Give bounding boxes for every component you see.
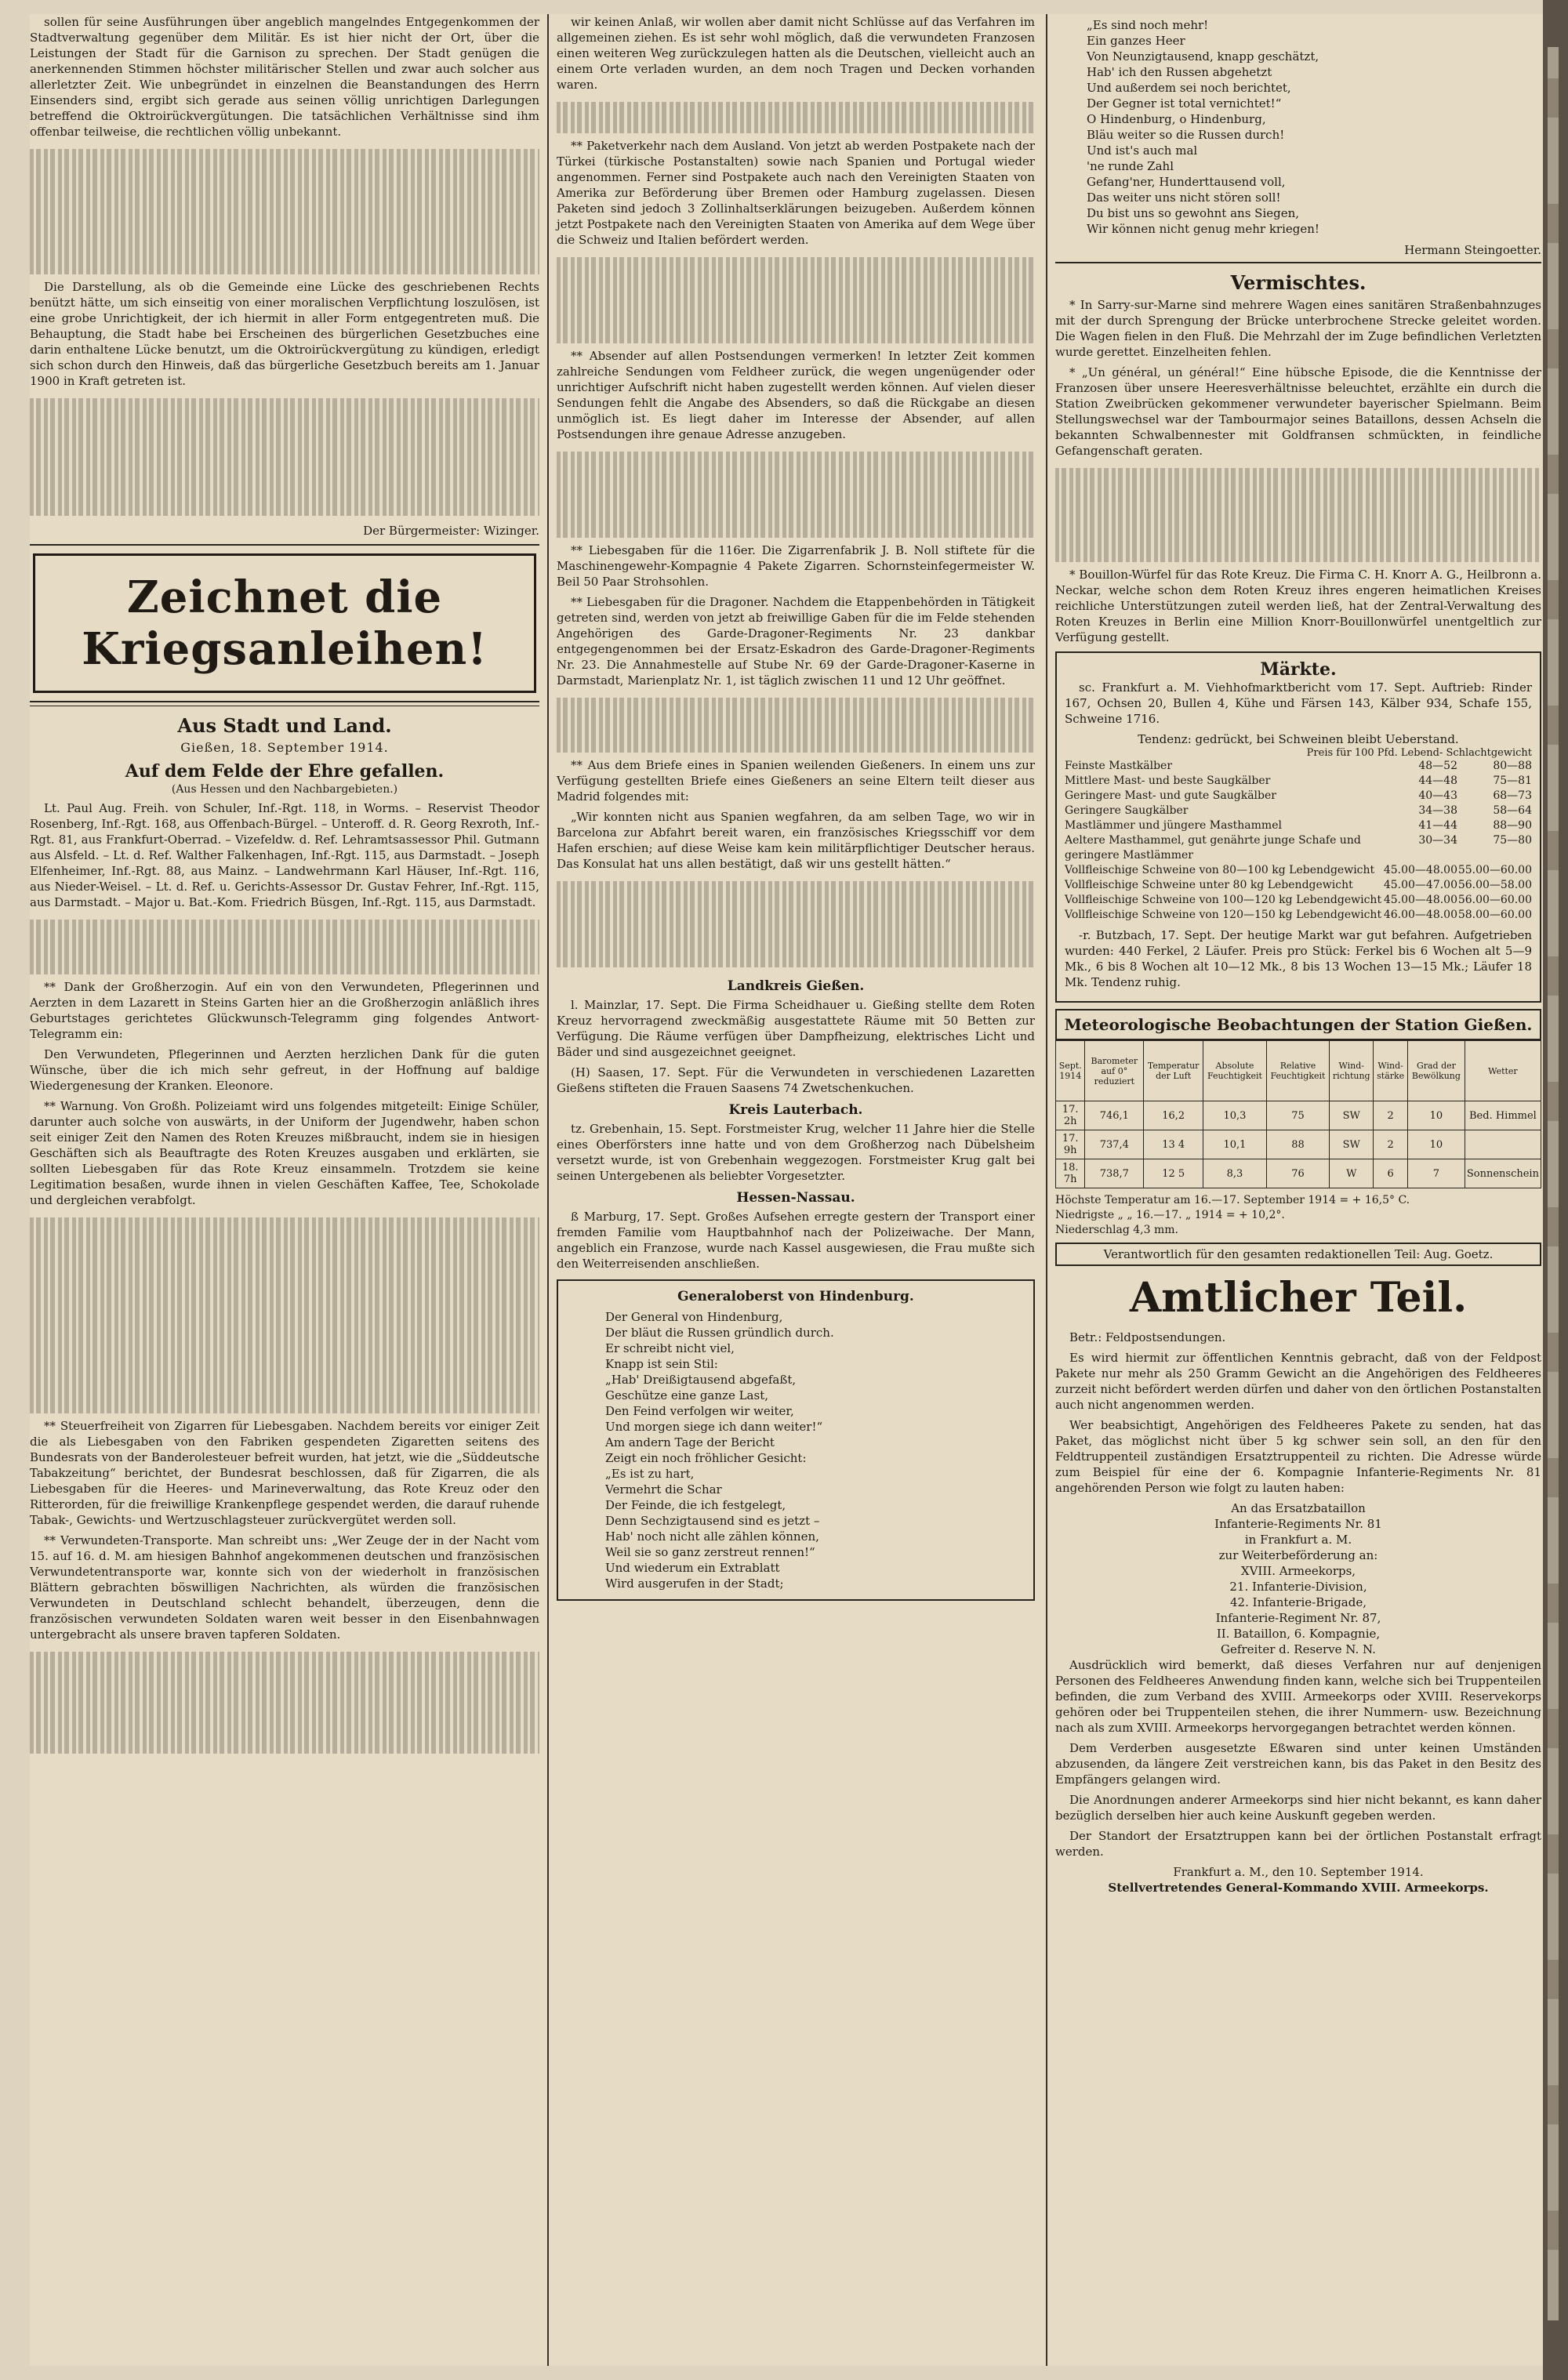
meteo-header: Absolute Feuchtigkeit [1203,1041,1267,1101]
market-row [1065,789,1532,804]
poem-lines [574,1309,1018,1591]
meteo-header: Wind-stärke [1374,1041,1408,1101]
article-paragraph: ** Liebesgaben für die 116er. Die Zigarrenfabrik J. B. Noll stiftete für die Maschinengewehr-Kompagnie 4 Pakete Zigarren. Schornsteinfegermeister W. Beil 50 Paar Strohsohlen. [557,543,1035,589]
slaughter-weight-price: 58.00—60.00 [1457,909,1532,921]
poem-author: Hermann Steingoetter. [1404,243,1541,257]
meteo-cell: W [1330,1159,1374,1188]
poem-line: Bläu weiter so die Russen durch! [1087,128,1285,142]
meteo-cell: 10 [1407,1130,1465,1159]
signature: Der Bürgermeister: Wizinger. [363,524,539,538]
article-paragraph: ** Aus dem Briefe eines in Spanien weilenden Gießeners. In einem uns zur Verfügung gestellten Briefe eines Gießeners an seine Eltern teilt dieser aus Madrid folgendes mit: [557,758,1035,804]
market-tendency: Tendenz: gedrückt, bei Schweinen bleibt Ueberstand. [1138,732,1459,746]
article-paragraph: tz. Grebenhain, 15. Sept. Forstmeister Krug, welcher 11 Jahre hier die Stelle eines Oberförsters inne hatte und von dem Großherzog nach Dübelsheim versetzt wurde, ist von Grebenhain weggezogen. Forstmeister Krug galt bei seinen Untergebenen als beliebter Vorgesetzter. [557,1122,1035,1183]
address-line: Gefreiter d. Reserve N. N. [1221,1642,1376,1656]
newspaper-page [30,14,1543,2366]
official-section-title: Amtlicher Teil. [1129,1274,1468,1322]
meteo-cell: 17. 2h [1056,1101,1085,1130]
poem-line: Gefang'ner, Hunderttausend voll, [1087,175,1286,189]
meteo-cell: 75 [1266,1101,1329,1130]
meteo-header: Sept. 1914 [1056,1041,1085,1101]
official-date: Frankfurt a. M., den 10. September 1914. [1173,1865,1424,1879]
poem-line: Von Neunzigtausend, knapp geschätzt, [1087,49,1319,63]
address-line: An das Ersatzbataillon [1231,1501,1366,1515]
meteo-cell: 746,1 [1085,1101,1144,1130]
meteo-cell: Bed. Himmel [1465,1101,1541,1130]
article-paragraph: Wer beabsichtigt, Angehörigen des Feldheeres Pakete zu senden, hat das Paket, das möglichst nicht über 5 kg schwer sein soll, an den für den Feldtruppenteil zuständigen Ersatztruppenteil zu richten. Die Adresse würde zum Beispiel für eine der 6. Kompagnie Infanterie-Regiments Nr. 81 angehörenden Person wie folgt zu lauten haben: [1055,1418,1541,1495]
article-paragraph: * Bouillon-Würfel für das Rote Kreuz. Die Firma C. H. Knorr A. G., Heilbronn a. Neckar, welche schon dem Roten Kreuz ihres engeren heimatlichen Kreises reichliche Unterstützungen zuteil werden ließ, hat der Zentral-Verwaltung des Roten Kreuzes in Berlin eine Million Knorr-Bouillonwürfel unentgeltlich zur Verfügung gestellt. [1055,568,1541,644]
column-rule [1046,14,1047,2366]
meteo-row [1056,1101,1541,1130]
meteo-header: Wetter [1465,1041,1541,1101]
meteo-cell: SW [1330,1130,1374,1159]
poem-line: Und wiederum ein Extrablatt [605,1561,780,1575]
live-weight-price: 34—38 [1418,804,1457,817]
meteo-header: Wind-richtung [1330,1041,1374,1101]
meteo-cell: 13 4 [1144,1130,1203,1159]
text-block [557,252,1035,348]
live-weight-price: 45.00—48.00 [1383,864,1457,876]
meteo-cell: 17. 9h [1056,1130,1085,1159]
column-rule [547,14,549,2366]
poem-line: Geschütze eine ganze Last, [605,1388,768,1402]
page-edge-strip [1548,47,1559,2320]
market-row [1065,908,1532,923]
poem-box [557,1279,1035,1601]
live-weight-price: 46.00—48.00 [1383,909,1457,921]
meteo-cell: 10,3 [1203,1101,1267,1130]
text-block [1055,463,1541,567]
landkreis-title: Landkreis Gießen. [727,978,865,994]
text-block [30,1213,539,1418]
column-3 [1055,14,1541,1896]
column-1 [30,14,539,1758]
market-item: Geringere Mast- und gute Saugkälber [1065,789,1276,802]
market-item: Geringere Saugkälber [1065,804,1189,817]
meteo-cell: 2 [1374,1130,1408,1159]
article-paragraph: * In Sarry-sur-Marne sind mehrere Wagen eines sanitären Straßenbahnzuges mit der durch Sprengung der Brücke unterbrochene Strecke geleitet worden. Die Wagen fielen in den Fluß. Die Mehrzahl der im Zuge befindlichen Verletzten wurde gerettet. Einzelheiten fehlen. [1055,298,1541,359]
meteo-footer [1055,1193,1541,1238]
text-block [30,1647,539,1758]
market-row [1065,863,1532,878]
article-paragraph: Dem Verderben ausgesetzte Eßwaren sind unter keinen Umständen abzusenden, da längere Zeit verstreichen kann, bis das Paket in den Besitz des Empfängers gelangen wird. [1055,1741,1541,1787]
meteo-cell: 18. 7h [1056,1159,1085,1188]
article-paragraph: ** Dank der Großherzogin. Auf ein von den Verwundeten, Pflegerinnen und Aerzten in dem Lazarett in Steins Garten hier an die Großherzogin anläßlich ihres Geburtstages gerichtetes Glückwunsch-Telegramm ging folgendes Antwort-Telegramm ein: [30,980,539,1041]
poem-line: Du bist uns so gewohnt ans Siegen, [1087,206,1300,220]
article-paragraph: (H) Saasen, 17. Sept. Für die Verwundeten in verschiedenen Lazaretten Gießens stifteten die Frauen Saasens 74 Zwetschenkuchen. [557,1065,1035,1095]
poem-line: Denn Sechzigtausend sind es jetzt – [605,1514,820,1528]
address-line: Infanterie-Regiments Nr. 81 [1214,1517,1382,1531]
meteo-header: Barometer auf 0° reduziert [1085,1041,1144,1101]
poem-line: Der Gegner ist total vernichtet!“ [1087,96,1282,111]
meteo-cell: 16,2 [1144,1101,1203,1130]
poem-line: Wir können nicht genug mehr kriegen! [1087,222,1319,236]
poem-line: Und morgen siege ich dann weiter!“ [605,1420,823,1434]
meteo-cell: SW [1330,1101,1374,1130]
meteo-header: Grad der Bewölkung [1407,1041,1465,1101]
column-2 [557,14,1035,1609]
market-row [1065,878,1532,893]
poem-line: Er schreibt nicht viel, [605,1341,735,1355]
meteo-title: Meteorologische Beobachtungen der Station Gießen. [1055,1009,1541,1040]
fallen-list: Lt. Paul Aug. Freih. von Schuler, Inf.-Rgt. 118, in Worms. – Reservist Theodor Rosenberg, Inf.-Rgt. 168, aus Offenbach-Bürgel. – Unteroff. d. R. Georg Rexroth, Inf.-Rgt. 81, aus Frankfurt-Oberrad. – Vizefeldw. d. Ref. Lehramtsassessor Phil. Gutmann aus Alsfeld. – Lt. d. Ref. Walther Falkenhagen, Inf.-Rgt. 115, aus Darmstadt. – Joseph Elfenheimer, Inf.-Rgt. 88, aus Mainz. – Landwehrmann Karl Häuser, Inf.-Rgt. 116, aus Nieder-Weisel. – Lt. d. Ref. u. Gerichts-Assessor Dr. Gustav Fehrer, Inf.-Rgt. 115, aus Darmstadt. – Major u. Bat.-Kom. Friedrich Büsgen, Inf.-Rgt. 115, aus Darmstadt. [30,801,539,909]
text-block [557,447,1035,542]
article-paragraph: Den Verwundeten, Pflegerinnen und Aerzten herzlichen Dank für die guten Wünsche, über die ich mich sehr gefreut, in der Hoffnung auf baldige Wiedergenesung der Kranken. Eleonore. [30,1047,539,1093]
market-item: Vollfleischige Schweine von 120—150 kg Lebendgewicht [1065,909,1382,921]
article-paragraph: ß Marburg, 17. Sept. Großes Aufsehen erregte gestern der Transport einer fremden Familie vom Hauptbahnhof nach der Polizeiwache. Der Mann, angeblich ein Franzose, wurde nach Kassel ausgewiesen, die Frau mußte sich den Weiterreisenden anschließen. [557,1210,1035,1271]
market-row [1065,833,1532,863]
article-paragraph: Die Anordnungen anderer Armeekorps sind hier nicht bekannt, es kann daher bezüglich derselben hier auch keine Auskunft gegeben werden. [1055,1793,1541,1823]
slaughter-weight-price: 55.00—60.00 [1457,864,1532,876]
poem-line: Den Feind verfolgen wir weiter, [605,1404,794,1418]
live-weight-price: 45.00—48.00 [1383,894,1457,906]
article-paragraph: ** Warnung. Von Großh. Polizeiamt wird uns folgendes mitgeteilt: Einige Schüler, darunter auch solche von auswärts, in der Uniform der Jugendwehr, haben schon seit einiger Zeit den Namen des Roten Kreuzes mißbraucht, indem sie in hiesigen Geschäften sich als Beauftragte des Roten Kreuzes ausgaben und erklärten, sie sollten Liebesgaben für das Rote Kreuz einsammeln. Trotzdem sie keine Legitimation besaßen, wurde ihnen in vielen Geschäften Kaffee, Tee, Schokolade und dergleichen verabfolgt. [30,1099,539,1207]
article-paragraph: ** Steuerfreiheit von Zigarren für Liebesgaben. Nachdem bereits vor einiger Zeit die als Liebesgaben von den Fabriken gespendeten Zigaretten seitens des Bundesrats von der Banderolesteuer befreit wurden, hat jetzt, wie die „Süddeutsche Tabakzeitung“ berichtet, der Bundesrat beschlossen, daß für Zigarren, die als Liebesgaben für die Heeres- und Marineverwaltung, das Rote Kreuz oder den Ritterorden, für die freiwillige Krankenpflege gespendet werden, die darauf ruhende Tabak-, Gewichts- und Wertzuschlagsteuer zurückvergütet werden soll. [30,1419,539,1527]
kreis-title: Kreis Lauterbach. [728,1102,863,1118]
official-signature: Stellvertretendes General-Kommando XVIII. Armeekorps. [1108,1881,1489,1895]
meteo-row [1056,1130,1541,1159]
poem-line: Knapp ist sein Stil: [605,1357,718,1371]
market-intro: sc. Frankfurt a. M. Viehhofmarktbericht vom 17. Sept. Auftrieb: Rinder 167, Ochsen 20, Bullen 4, Kühe und Färsen 143, Kälber 934, Schafe 155, Schweine 1716. [1065,680,1532,726]
article-paragraph: l. Mainzlar, 17. Sept. Die Firma Scheidhauer u. Gießing stellte dem Roten Kreuz hervorragend zweckmäßig ausgestattete Räume mit 50 Betten zur Verfügung. Die Räume verfügen über Dampfheizung, elektrisches Licht und Bäder und sind ausgezeichnet geeignet. [557,998,1035,1059]
text-block [30,394,539,521]
market-item: Vollfleischige Schweine von 80—100 kg Lebendgewicht [1065,864,1375,876]
address-line: 21. Infanterie-Division, [1229,1580,1367,1594]
adjacent-page-edge [1543,0,1568,2380]
market-item: Mastlämmer und jüngere Masthammel [1065,819,1282,832]
slaughter-weight-price: 58—64 [1493,804,1532,817]
text-block [557,97,1035,138]
min-temp: Niedrigste „ „ 16.—17. „ 1914 = + 10,2°. [1055,1209,1285,1221]
live-weight-price: 40—43 [1418,789,1457,802]
market-item: Mittlere Mast- und beste Saugkälber [1065,775,1271,787]
meteo-cell: 737,4 [1085,1130,1144,1159]
market-row [1065,774,1532,789]
live-weight-price: 44—48 [1418,775,1457,787]
meteo-cell: 88 [1266,1130,1329,1159]
live-weight-price: 48—52 [1418,760,1457,772]
market-item: Vollfleischige Schweine von 100—120 kg Lebendgewicht [1065,894,1382,906]
poem-line: Am andern Tage der Bericht [605,1435,775,1449]
dateline: Gießen, 18. September 1914. [180,740,389,755]
slaughter-weight-price: 56.00—58.00 [1457,879,1532,891]
divider [30,544,539,546]
subsection-note: (Aus Hessen und den Nachbargebieten.) [171,783,398,796]
article-paragraph: ** Paketverkehr nach dem Ausland. Von jetzt ab werden Postpakete nach der Türkei (türkische Postanstalten) sowie nach Spanien und Portugal wieder angenommen. Ferner sind Postpakete auch nach den Vereinigten Staaten von Amerika zur Beförderung über Bremen oder Hamburg zugelassen. Diesen Paketen sind jedoch 3 Zollinhaltserklärungen beizugeben. Außerdem können jetzt Postpakete nach den Vereinigten Staaten von Amerika auf dem Wege über die Schweiz und Italien befördert werden. [557,139,1035,247]
address-line: zur Weiterbeförderung an: [1218,1548,1378,1562]
poem-line: Das weiter uns nicht stören soll! [1087,190,1281,205]
market-item: Feinste Mastkälber [1065,760,1173,772]
poem-line: Hab' ich den Russen abgehetzt [1087,65,1272,79]
divider [30,701,539,706]
poem-line: O Hindenburg, o Hindenburg, [1087,112,1266,126]
article-paragraph: „Wir konnten nicht aus Spanien wegfahren, da am selben Tage, wo wir in Barcelona zur Abfahrt bereit waren, ein französisches Kriegsschiff vor dem Hafen erschien; auf diese Weise kam kein militärpflichtiger Deutscher heraus. Das Konsulat hat uns allen bestätigt, daß wir uns gestellt hätten.“ [557,810,1035,871]
meteo-cell: Sonnenschein [1465,1159,1541,1188]
article-paragraph: Es wird hiermit zur öffentlichen Kenntnis gebracht, daß von der Feldpost Pakete nur mehr als 250 Gramm Gewicht an die Angehörigen des Feldheeres zurzeit nicht befördert werden dürfen und daher von den örtlichen Postanstalten auch nicht angenommen werden. [1055,1351,1541,1412]
poem-line: „Es ist zu hart, [605,1467,695,1481]
market-item: Aeltere Masthammel, gut genährte junge Schafe und geringere Mastlämmer [1065,834,1361,862]
meteo-cell: 76 [1266,1159,1329,1188]
market-table [1065,759,1532,923]
market-row [1065,759,1532,774]
poem-line: Der bläut die Russen gründlich durch. [605,1326,834,1340]
poem-line: Weil sie so ganz zerstreut rennen!“ [605,1545,815,1559]
poem-line: Zeigt ein noch fröhlicher Gesicht: [605,1451,807,1465]
meteo-cell: 10,1 [1203,1130,1267,1159]
slaughter-weight-price: 68—73 [1493,789,1532,802]
market-row [1065,893,1532,908]
meteo-table [1055,1040,1541,1188]
vermischtes-title: Vermischtes. [1230,271,1367,294]
poem-line: Und außerdem sei noch berichtet, [1087,81,1291,95]
address-line: XVIII. Armeekorps, [1240,1564,1356,1578]
poem-line: Wird ausgerufen in der Stadt; [605,1576,784,1591]
war-loan-banner: Zeichnet die Kriegsanleihen! [33,553,536,693]
article-paragraph: sollen für seine Ausführungen über angeblich mangelndes Entgegenkommen der Stadtverwaltung gegenüber dem Militär. Es ist hier nicht der Ort, über die Leistungen der Stadt für die Garnison zu sprechen. Der Stadt genügen die anerkennenden Stimmen höchster militärischer Stellen und zwar auch solcher aus allerletzter Zeit. Wie unbegründet in einzelnen die Beanstandungen des Herrn Einsenders sind, ergibt sich gerade aus seinen völlig unrichtigen Darlegungen betreffend die Oktroirückvergütungen. Die tatsächlichen Verhältnisse sind ihm offenbar teilweise, die rechtlichen völlig unbekannt. [30,15,539,139]
meteo-cell: 12 5 [1144,1159,1203,1188]
meteo-cell [1465,1130,1541,1159]
butzbach-report: -r. Butzbach, 17. Sept. Der heutige Markt war gut befahren. Aufgetrieben wurden: 440 Ferkel, 2 Läufer. Preis pro Stück: Ferkel bis 6 Wochen alt 5—9 Mk., 6 bis 8 Wochen alt 10—12 Mk., 8 bis 13 Wochen 13—15 Mk.; Läufer 18 Mk. Tendenz ruhig. [1065,928,1532,989]
market-title: Märkte. [1260,659,1337,680]
poem-continuation [1055,17,1541,237]
live-weight-price: 45.00—47.00 [1383,879,1457,891]
poem-line: „Es sind noch mehr! [1087,18,1209,32]
text-block [557,693,1035,757]
slaughter-weight-price: 80—88 [1493,760,1532,772]
subsection-title: Auf dem Felde der Ehre gefallen. [125,761,445,782]
address-line: II. Bataillon, 6. Kompagnie, [1216,1627,1381,1641]
poem-line: Der Feinde, die ich festgelegt, [605,1498,786,1512]
article-paragraph: Ausdrücklich wird bemerkt, daß dieses Verfahren nur auf denjenigen Personen des Feldheeres Anwendung finden kann, welche sich bei Truppenteilen befinden, die zum Verband des XVIII. Armeekorps oder XVIII. Reservekorps gehören oder bei Truppenteilen stehen, die ihrer Nummern- usw. Bezeichnung nach als zum XVIII. Armeekorps hervorgegangen betrachtet werden können. [1055,1658,1541,1735]
article-paragraph: wir keinen Anlaß, wir wollen aber damit nicht Schlüsse auf das Verfahren im allgemeinen ziehen. Es ist sehr wohl möglich, daß die verwundeten Franzosen einen weiteren Weg zurückzulegen hatten als die Deutschen, vielleicht auch an einem Orte verladen wurden, an dem noch Tragen und Decken vorhanden waren. [557,15,1035,92]
poem-title: Generaloberst von Hindenburg. [677,1289,914,1304]
meteo-row [1056,1159,1541,1188]
poem-line: 'ne runde Zahl [1087,159,1174,173]
article-paragraph: Betr.: Feldpostsendungen. [1069,1330,1226,1344]
live-weight-price: 41—44 [1418,819,1457,832]
meteo-cell: 7 [1407,1159,1465,1188]
article-paragraph: ** Liebesgaben für die Dragoner. Nachdem die Etappenbehörden in Tätigkeit getreten sind, werden von jetzt ab freiwillige Gaben für die im Felde stehenden Angehörigen des Garde-Dragoner-Regiments Nr. 23 dankbar entgegengenommen bei der Ersatz-Eskadron des Garde-Dragoner-Regiments Nr. 23. Die Annahmestelle auf Stube Nr. 69 der Garde-Dragoner-Kaserne in Darmstadt, Marienplatz Nr. 1, ist täglich zwischen 11 und 12 Uhr geöffnet. [557,595,1035,688]
market-header: Preis für 100 Pfd. Lebend- Schlachtgewicht [1306,747,1532,759]
slaughter-weight-price: 75—80 [1493,834,1532,847]
meteo-cell: 6 [1374,1159,1408,1188]
slaughter-weight-price: 56.00—60.00 [1457,894,1532,906]
poem-line: Und ist's auch mal [1087,143,1198,158]
rainfall: Niederschlag 4,3 mm. [1055,1224,1178,1236]
article-paragraph: * „Un général, un général!“ Eine hübsche Episode, die die Kenntnisse der Franzosen über unsere Heeresverhältnisse beleuchtet, erzählte ein durch die Station Zweibrücken gekommener verwundeter bayerischer Spielmann. Beim Stellungswechsel war der Tambourmajor seines Bataillons, dessen Achseln die bekannten Schwalbennester mit Goldfransen schmückten, in feindliche Gefangenschaft geraten. [1055,365,1541,458]
slaughter-weight-price: 88—90 [1493,819,1532,832]
meteo-cell: 738,7 [1085,1159,1144,1188]
live-weight-price: 30—34 [1418,834,1457,847]
divider [1055,262,1541,263]
region-title: Hessen-Nassau. [736,1190,855,1206]
address-line: in Frankfurt a. M. [1244,1533,1352,1547]
responsible-editor: Verantwortlich für den gesamten redaktionellen Teil: Aug. Goetz. [1055,1243,1541,1266]
poem-line: „Hab' Dreißigtausend abgefaßt, [605,1373,797,1387]
article-paragraph: ** Absender auf allen Postsendungen vermerken! In letzter Zeit kommen zahlreiche Sendungen vom Feldheer zurück, die wegen ungenügender oder unrichtiger Aufschrift nicht haben zugestellt werden können. Auf vielen dieser Sendungen fehlt die Angabe des Absenders, so daß die Rückgabe an diesen unmöglich ist. Es liegt daher im Interesse der Absender, auf allen Postsendungen ihre genaue Adresse anzugeben. [557,349,1035,441]
meteo-cell: 8,3 [1203,1159,1267,1188]
market-report [1055,651,1541,1003]
article-paragraph: Die Darstellung, als ob die Gemeinde eine Lücke des geschriebenen Rechts benützt hätte, um sich einseitig von einer moralischen Verpflichtung loszulösen, ist eine grobe Unrichtigkeit, der ich hiermit in aller Form entgegentreten muß. Die Behauptung, die Stadt habe bei Erscheinen des bürgerlichen Gesetzbuches eine darin enthaltene Lücke benutzt, um die Oktroirückvergütung zu kündigen, erledigt sich schon durch den Hinweis, daß das bürgerliche Gesetzbuch bereits am 1. Januar 1900 in Kraft getreten ist. [30,280,539,388]
section-title: Aus Stadt und Land. [177,714,392,737]
article-paragraph: Der Standort der Ersatztruppen kann bei der örtlichen Postanstalt erfragt werden. [1055,1829,1541,1859]
poem-line: Ein ganzes Heer [1087,34,1185,48]
poem-line: Vermehrt die Schar [605,1482,722,1497]
market-row [1065,804,1532,818]
max-temp: Höchste Temperatur am 16.—17. September 1914 = + 16,5° C. [1055,1194,1410,1206]
address-line: 42. Infanterie-Brigade, [1230,1595,1367,1609]
poem-line: Hab' noch nicht alle zählen können, [605,1529,819,1544]
address-line: Infanterie-Regiment Nr. 87, [1215,1611,1381,1625]
address-block [1055,1500,1541,1657]
poem-line: Der General von Hindenburg, [605,1310,783,1324]
market-row [1065,818,1532,833]
text-block [557,876,1035,972]
slaughter-weight-price: 75—81 [1493,775,1532,787]
text-block [30,915,539,979]
meteo-header: Relative Feuchtigkeit [1266,1041,1329,1101]
market-item: Vollfleischige Schweine unter 80 kg Lebendgewicht [1065,879,1353,891]
text-block [30,144,539,279]
meteo-cell: 10 [1407,1101,1465,1130]
article-paragraph: ** Verwundeten-Transporte. Man schreibt uns: „Wer Zeuge der in der Nacht vom 15. auf 16. d. M. am hiesigen Bahnhof angekommenen deutschen und französischen Verwundetentransporte war, konnte sich von der wiederholt in französischen Blättern gebrachten böswilligen Nachrichten, als würden die französischen Verwundeten in Deutschland schlecht behandelt, überzeugen, denn die französischen verwundeten Soldaten waren weit besser in den Eisenbahnwagen untergebracht als unsere braven tapferen Soldaten. [30,1533,539,1642]
meteo-header: Temperatur der Luft [1144,1041,1203,1101]
meteo-cell: 2 [1374,1101,1408,1130]
